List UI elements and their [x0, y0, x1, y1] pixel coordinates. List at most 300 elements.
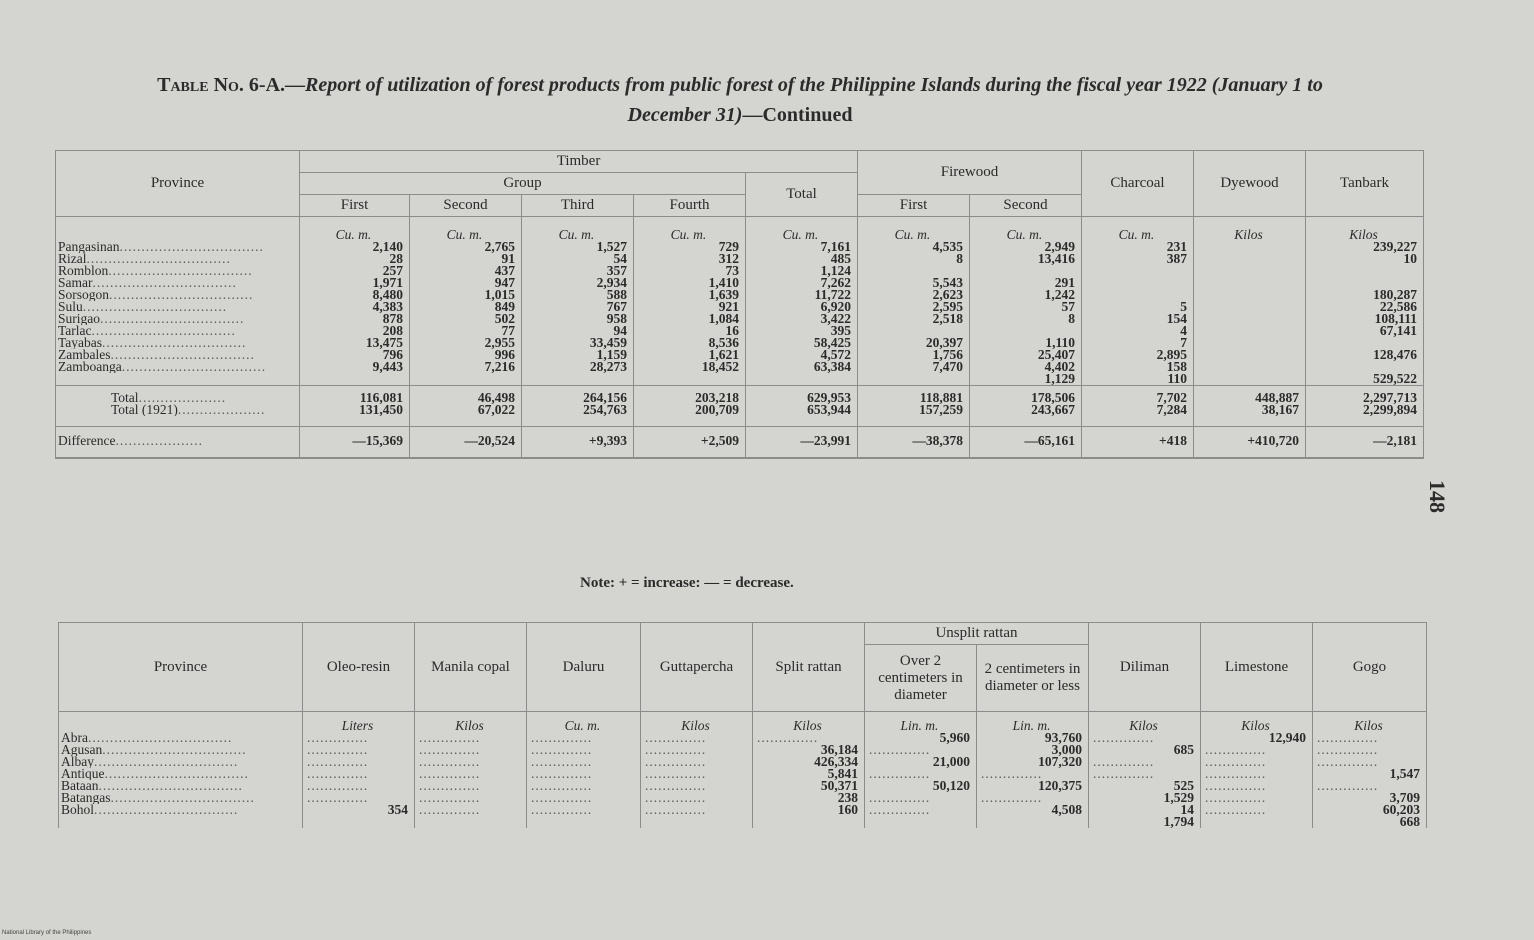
- value-cell: 238: [753, 792, 865, 804]
- value-cell: 91: [410, 253, 522, 265]
- empty-cell: [1201, 816, 1313, 828]
- value-cell: 3,709: [1313, 792, 1427, 804]
- empty-cell: ..............: [415, 792, 527, 804]
- unit-cell: Cu. m.: [746, 217, 858, 242]
- unit-cell: Cu. m.: [1082, 217, 1194, 242]
- empty-cell: [1194, 253, 1306, 265]
- empty-cell: [56, 373, 300, 386]
- empty-cell: [1194, 313, 1306, 325]
- empty-cell: ..............: [415, 768, 527, 780]
- value-cell: 8: [970, 313, 1082, 325]
- empty-cell: ..............: [865, 792, 977, 804]
- value-cell: 1,639: [634, 289, 746, 301]
- value-cell: 485: [746, 253, 858, 265]
- unit-cell: Kilos: [641, 712, 753, 733]
- value-cell: 2,934: [522, 277, 634, 289]
- empty-cell: ..............: [303, 780, 415, 792]
- empty-cell: ..............: [303, 792, 415, 804]
- province2-header: Province: [59, 623, 303, 712]
- value-cell: 116,081: [300, 386, 410, 405]
- value-cell: 1,084: [634, 313, 746, 325]
- value-cell: 629,953: [746, 386, 858, 405]
- empty-cell: [1306, 265, 1424, 277]
- empty-cell: ..............: [303, 756, 415, 768]
- value-cell: 200,709: [634, 404, 746, 416]
- empty-cell: ..............: [527, 804, 641, 816]
- province-name: Tayabas: [58, 337, 103, 349]
- value-cell: 2,623: [858, 289, 970, 301]
- empty-cell: [59, 816, 303, 828]
- value-cell: 10: [1306, 253, 1424, 265]
- province-cell: Albay.................................: [59, 756, 303, 768]
- value-cell: 8,480: [300, 289, 410, 301]
- value-cell: 4,402: [970, 361, 1082, 373]
- empty-cell: ..............: [1313, 732, 1427, 744]
- empty-cell: ..............: [1201, 804, 1313, 816]
- empty-cell: [746, 373, 858, 386]
- table-row: [59, 792, 1427, 804]
- unit-row: [59, 712, 1427, 733]
- empty-cell: ..............: [753, 732, 865, 744]
- empty-cell: ..............: [527, 780, 641, 792]
- empty-cell: ..............: [977, 792, 1089, 804]
- empty-cell: ..............: [641, 732, 753, 744]
- value-cell: 231: [1082, 241, 1194, 253]
- empty-cell: [634, 416, 746, 427]
- title-text: Report of utilization of forest products from public forest of the Philippine Islands during the fiscal year 1922 (January 1 to December 31): [305, 74, 1323, 126]
- value-cell: 878: [300, 313, 410, 325]
- value-cell: 21,000: [865, 756, 977, 768]
- value-cell: 20,397: [858, 337, 970, 349]
- value-cell: 668: [1313, 816, 1427, 828]
- empty-cell: [1194, 301, 1306, 313]
- empty-cell: ..............: [303, 744, 415, 756]
- value-cell: 9,443: [300, 361, 410, 373]
- empty-cell: [303, 816, 415, 828]
- value-cell: 1,527: [522, 241, 634, 253]
- value-cell: —15,369: [300, 427, 410, 459]
- value-cell: 57: [970, 301, 1082, 313]
- empty-cell: ..............: [527, 744, 641, 756]
- value-cell: —38,378: [858, 427, 970, 459]
- empty-cell: [1194, 337, 1306, 349]
- value-cell: 4,535: [858, 241, 970, 253]
- value-cell: 653,944: [746, 404, 858, 416]
- empty-cell: [858, 373, 970, 386]
- value-cell: 7,470: [858, 361, 970, 373]
- province-cell: Rizal.................................: [56, 253, 300, 265]
- manila-copal-header: Manila copal: [415, 623, 527, 712]
- footer-credit: National Library of the Philippines: [2, 930, 92, 936]
- empty-cell: [522, 373, 634, 386]
- value-cell: 120,375: [977, 780, 1089, 792]
- value-cell: 5: [1082, 301, 1194, 313]
- unit-cell-province: [56, 217, 300, 242]
- value-cell: 958: [522, 313, 634, 325]
- row-label-text: Difference: [58, 433, 116, 448]
- value-cell: 58,425: [746, 337, 858, 349]
- value-cell: 22,586: [1306, 301, 1424, 313]
- value-cell: 180,287: [1306, 289, 1424, 301]
- unit-cell: Cu. m.: [634, 217, 746, 242]
- value-cell: 502: [410, 313, 522, 325]
- empty-cell: ..............: [415, 756, 527, 768]
- empty-cell: ..............: [1313, 744, 1427, 756]
- value-cell: 257: [300, 265, 410, 277]
- value-cell: +9,393: [522, 427, 634, 459]
- value-cell: 426,334: [753, 756, 865, 768]
- value-cell: 1,110: [970, 337, 1082, 349]
- row-label-text: Total: [111, 390, 139, 404]
- value-cell: 2,140: [300, 241, 410, 253]
- empty-cell: [56, 416, 300, 427]
- value-cell: 1,129: [970, 373, 1082, 386]
- value-cell: 357: [522, 265, 634, 277]
- value-cell: 525: [1089, 780, 1201, 792]
- fourth-header: Fourth: [634, 195, 746, 217]
- province-name: Samar: [58, 277, 93, 289]
- value-cell: 588: [522, 289, 634, 301]
- empty-cell: [1082, 416, 1194, 427]
- timber-header: Timber: [300, 151, 858, 173]
- total1921-row: [56, 404, 1424, 416]
- value-cell: 2,895: [1082, 349, 1194, 361]
- province-cell: Bohol.................................: [59, 804, 303, 816]
- total-row: [56, 386, 1424, 405]
- value-cell: 1,242: [970, 289, 1082, 301]
- value-cell: 7,161: [746, 241, 858, 253]
- value-cell: 6,920: [746, 301, 858, 313]
- empty-cell: ..............: [1201, 756, 1313, 768]
- value-cell: 729: [634, 241, 746, 253]
- value-cell: 291: [970, 277, 1082, 289]
- value-cell: 28: [300, 253, 410, 265]
- spacer-row: [56, 416, 1424, 427]
- value-cell: 239,227: [1306, 241, 1424, 253]
- value-cell: 13,416: [970, 253, 1082, 265]
- value-cell: 107,320: [977, 756, 1089, 768]
- value-cell: 67,022: [410, 404, 522, 416]
- value-cell: 3,422: [746, 313, 858, 325]
- province-name: Sulu: [58, 301, 83, 313]
- empty-cell: [1306, 416, 1424, 427]
- unit-cell: Liters: [303, 712, 415, 733]
- value-cell: 395: [746, 325, 858, 337]
- row-label: Total....................: [56, 386, 300, 405]
- value-cell: 1,621: [634, 349, 746, 361]
- value-cell: 1,124: [746, 265, 858, 277]
- empty-cell: [1194, 241, 1306, 253]
- province-cell: Zamboanga.................................: [56, 361, 300, 373]
- table-row: [59, 768, 1427, 780]
- value-cell: 387: [1082, 253, 1194, 265]
- value-cell: 1,529: [1089, 792, 1201, 804]
- table-note: Note: + = increase: — = decrease.: [580, 575, 794, 591]
- empty-cell: [527, 816, 641, 828]
- table-number: Table No. 6-A.: [157, 74, 286, 96]
- province-name: Albay: [61, 756, 94, 768]
- limestone-header: Limestone: [1201, 623, 1313, 712]
- value-cell: 2,518: [858, 313, 970, 325]
- value-cell: 8,536: [634, 337, 746, 349]
- value-cell: 63,384: [746, 361, 858, 373]
- value-cell: —65,161: [970, 427, 1082, 459]
- diliman-header: Diliman: [1089, 623, 1201, 712]
- value-cell: 208: [300, 325, 410, 337]
- value-cell: 25,407: [970, 349, 1082, 361]
- province-cell: Zambales.................................: [56, 349, 300, 361]
- table-row: [56, 289, 1424, 301]
- empty-cell: [522, 416, 634, 427]
- title-dash: —: [285, 74, 306, 96]
- value-cell: 50,120: [865, 780, 977, 792]
- empty-cell: ..............: [415, 804, 527, 816]
- province-name: Bohol: [61, 804, 95, 816]
- value-cell: 1,794: [1089, 816, 1201, 828]
- table-row: [56, 313, 1424, 325]
- province-cell: Bataan.................................: [59, 780, 303, 792]
- difference-row: [56, 427, 1424, 459]
- value-cell: 12,940: [1201, 732, 1313, 744]
- value-cell: 28,273: [522, 361, 634, 373]
- empty-cell: ..............: [1089, 768, 1201, 780]
- unit-row: [56, 217, 1424, 242]
- value-cell: 33,459: [522, 337, 634, 349]
- value-cell: 54: [522, 253, 634, 265]
- value-cell: 5,543: [858, 277, 970, 289]
- tanbark-header: Tanbark: [1306, 151, 1424, 217]
- unit-cell: Kilos: [1089, 712, 1201, 733]
- province-cell: Tayabas.................................: [56, 337, 300, 349]
- empty-cell: [1194, 416, 1306, 427]
- value-cell: 178,506: [970, 386, 1082, 405]
- table-row: [59, 780, 1427, 792]
- value-cell: 128,476: [1306, 349, 1424, 361]
- empty-cell: [415, 816, 527, 828]
- empty-cell: ..............: [415, 732, 527, 744]
- unit-cell: Lin. m.: [865, 712, 977, 733]
- empty-cell: ..............: [1089, 732, 1201, 744]
- empty-cell: [641, 816, 753, 828]
- unit-cell: Kilos: [1194, 217, 1306, 242]
- value-cell: 13,475: [300, 337, 410, 349]
- value-cell: 2,949: [970, 241, 1082, 253]
- value-cell: 437: [410, 265, 522, 277]
- empty-cell: ..............: [865, 768, 977, 780]
- value-cell: 264,156: [522, 386, 634, 405]
- title-suffix: —Continued: [742, 104, 853, 126]
- empty-cell: ..............: [527, 732, 641, 744]
- value-cell: 3,000: [977, 744, 1089, 756]
- forest-products-table: [55, 150, 1424, 459]
- unit-cell-province: [59, 712, 303, 733]
- province-name: Bataan: [61, 780, 99, 792]
- value-cell: 60,203: [1313, 804, 1427, 816]
- empty-cell: ..............: [865, 804, 977, 816]
- province-cell: Antique.................................: [59, 768, 303, 780]
- value-cell: 1,159: [522, 349, 634, 361]
- value-cell: 36,184: [753, 744, 865, 756]
- value-cell: 685: [1089, 744, 1201, 756]
- row-label: Total (1921)....................: [56, 404, 300, 416]
- value-cell: 5,960: [865, 732, 977, 744]
- table-row-continued: [56, 373, 1424, 386]
- province-name: Sorsogon: [58, 289, 110, 301]
- value-cell: 94: [522, 325, 634, 337]
- empty-cell: [410, 416, 522, 427]
- unit-cell: Kilos: [1201, 712, 1313, 733]
- value-cell: 529,522: [1306, 373, 1424, 386]
- value-cell: 4: [1082, 325, 1194, 337]
- value-cell: 203,218: [634, 386, 746, 405]
- empty-cell: ..............: [527, 768, 641, 780]
- table-row: [56, 241, 1424, 253]
- value-cell: 1,410: [634, 277, 746, 289]
- value-cell: 4,508: [977, 804, 1089, 816]
- value-cell: 77: [410, 325, 522, 337]
- province-name: Antique: [61, 768, 105, 780]
- table-row: [59, 744, 1427, 756]
- empty-cell: ..............: [1201, 792, 1313, 804]
- table-row: [56, 253, 1424, 265]
- empty-cell: [1194, 361, 1306, 373]
- province-cell: Sorsogon.................................: [56, 289, 300, 301]
- value-cell: 67,141: [1306, 325, 1424, 337]
- empty-cell: ..............: [641, 744, 753, 756]
- first-header: First: [300, 195, 410, 217]
- empty-cell: [1194, 265, 1306, 277]
- value-cell: —2,181: [1306, 427, 1424, 459]
- value-cell: 947: [410, 277, 522, 289]
- province-cell: Romblon.................................: [56, 265, 300, 277]
- table-row: [56, 361, 1424, 373]
- value-cell: 4,383: [300, 301, 410, 313]
- province-name: Tarlac: [58, 325, 92, 337]
- empty-cell: ..............: [415, 744, 527, 756]
- empty-cell: [1194, 373, 1306, 386]
- value-cell: 767: [522, 301, 634, 313]
- value-cell: 2,297,713: [1306, 386, 1424, 405]
- province-name: Pangasinan: [58, 241, 120, 253]
- value-cell: 7: [1082, 337, 1194, 349]
- gogo-header: Gogo: [1313, 623, 1427, 712]
- empty-cell: [1194, 349, 1306, 361]
- value-cell: 154: [1082, 313, 1194, 325]
- over-2cm-header: Over 2 centimeters in diameter: [865, 645, 977, 712]
- value-cell: 796: [300, 349, 410, 361]
- empty-cell: ..............: [641, 792, 753, 804]
- dyewood-header: Dyewood: [1194, 151, 1306, 217]
- unit-cell: Kilos: [415, 712, 527, 733]
- split-rattan-header: Split rattan: [753, 623, 865, 712]
- empty-cell: ..............: [641, 804, 753, 816]
- value-cell: 2,765: [410, 241, 522, 253]
- value-cell: 4,572: [746, 349, 858, 361]
- value-cell: 8: [858, 253, 970, 265]
- table-row: [56, 325, 1424, 337]
- province-name: Romblon: [58, 265, 109, 277]
- value-cell: 921: [634, 301, 746, 313]
- unit-cell: Lin. m.: [977, 712, 1089, 733]
- value-cell: 131,450: [300, 404, 410, 416]
- value-cell: 93,760: [977, 732, 1089, 744]
- empty-cell: [970, 416, 1082, 427]
- value-cell: 448,887: [1194, 386, 1306, 405]
- oleo-resin-header: Oleo-resin: [303, 623, 415, 712]
- unit-cell: Cu. m.: [858, 217, 970, 242]
- province-cell: Pangasinan.................................: [56, 241, 300, 253]
- table-row: [56, 337, 1424, 349]
- unit-cell: Kilos: [1313, 712, 1427, 733]
- value-cell: 50,371: [753, 780, 865, 792]
- row-label-text: Total (1921): [111, 404, 178, 416]
- empty-cell: ..............: [865, 744, 977, 756]
- firewood-first-header: First: [858, 195, 970, 217]
- value-cell: 5,841: [753, 768, 865, 780]
- empty-cell: ..............: [527, 792, 641, 804]
- value-cell: 7,702: [1082, 386, 1194, 405]
- value-cell: 11,722: [746, 289, 858, 301]
- empty-cell: [1082, 289, 1194, 301]
- value-cell: 158: [1082, 361, 1194, 373]
- province-cell: Batangas.................................: [59, 792, 303, 804]
- province-cell: Samar.................................: [56, 277, 300, 289]
- empty-cell: ..............: [641, 768, 753, 780]
- guttapercha-header: Guttapercha: [641, 623, 753, 712]
- value-cell: +418: [1082, 427, 1194, 459]
- unit-cell: Cu. m.: [300, 217, 410, 242]
- value-cell: 1,547: [1313, 768, 1427, 780]
- empty-cell: [753, 816, 865, 828]
- province-name: Surigao: [58, 313, 100, 325]
- empty-cell: [410, 373, 522, 386]
- empty-cell: ..............: [303, 768, 415, 780]
- value-cell: +410,720: [1194, 427, 1306, 459]
- empty-cell: [634, 373, 746, 386]
- value-cell: 312: [634, 253, 746, 265]
- value-cell: 7,284: [1082, 404, 1194, 416]
- empty-cell: ..............: [977, 768, 1089, 780]
- empty-cell: [858, 416, 970, 427]
- second-header: Second: [410, 195, 522, 217]
- province-name: Zamboanga: [58, 361, 122, 373]
- empty-cell: [300, 373, 410, 386]
- value-cell: 2,955: [410, 337, 522, 349]
- table-row: [56, 301, 1424, 313]
- value-cell: 18,452: [634, 361, 746, 373]
- province-cell: Sulu.................................: [56, 301, 300, 313]
- empty-cell: [1194, 325, 1306, 337]
- province-name: Abra: [61, 732, 88, 744]
- table-row: [59, 756, 1427, 768]
- under-2cm-header: 2 centimeters in diameter or less: [977, 645, 1089, 712]
- empty-cell: [865, 816, 977, 828]
- unit-cell: Kilos: [753, 712, 865, 733]
- empty-cell: ..............: [1201, 744, 1313, 756]
- value-cell: +2,509: [634, 427, 746, 459]
- province-cell: Agusan.................................: [59, 744, 303, 756]
- empty-cell: ..............: [641, 780, 753, 792]
- unsplit-rattan-header: Unsplit rattan: [865, 623, 1089, 645]
- province-name: Zambales: [58, 349, 111, 361]
- value-cell: 7,216: [410, 361, 522, 373]
- province-cell: Tarlac.................................: [56, 325, 300, 337]
- empty-cell: ..............: [1313, 756, 1427, 768]
- table-title: [120, 70, 1360, 130]
- province-name: Agusan: [61, 744, 103, 756]
- empty-cell: ..............: [1089, 756, 1201, 768]
- value-cell: 1,971: [300, 277, 410, 289]
